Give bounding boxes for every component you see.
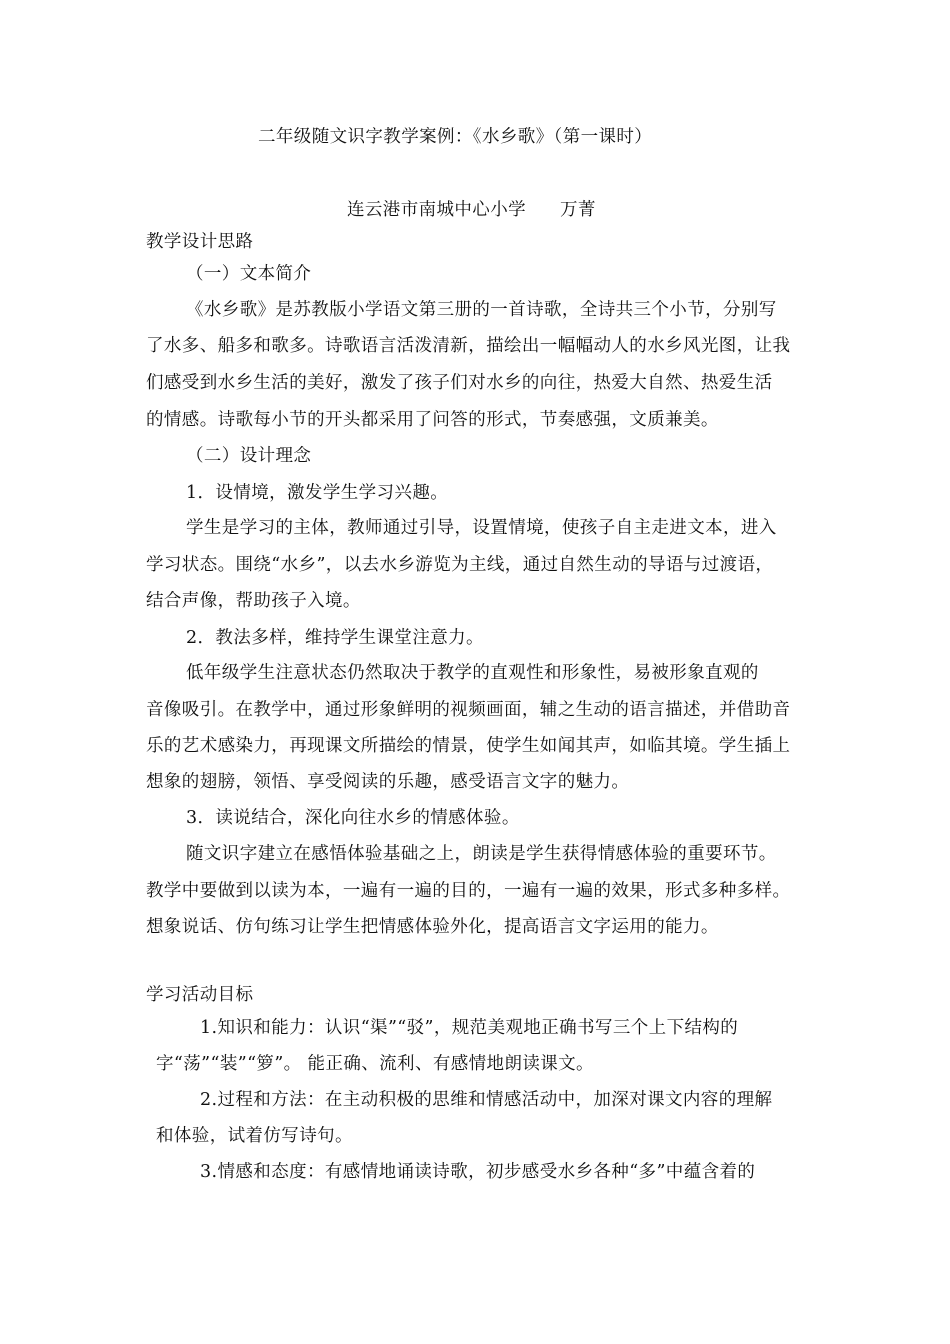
paragraph-line: 想象说话、仿句练习让学生把情感体验外化，提高语言文字运用的能力。 [146,917,719,937]
item-heading: 2．教法多样，维持学生课堂注意力。 [186,628,484,648]
school-name: 连云港市南城中心小学 [347,200,526,220]
item-heading: 3．读说结合，深化向往水乡的情感体验。 [186,808,520,828]
paragraph-line: 乐的艺术感染力，再现课文所描绘的情景，使学生如闻其声，如临其境。学生插上 [146,736,791,756]
goal-line: 和体验，试着仿写诗句。 [156,1126,353,1146]
document-title: 二年级随文识字教学案例：《水乡歌》（第一课时） [258,127,653,147]
paragraph-line: 音像吸引。在教学中，通过形象鲜明的视频画面，辅之生动的语言描述，并借助音 [146,700,791,720]
goal-line: 3.情感和态度：有感情地诵读诗歌，初步感受水乡各种“多”中蕴含着的 [200,1162,756,1182]
paragraph-line: 想象的翅膀，领悟、享受阅读的乐趣，感受语言文字的魅力。 [146,772,630,792]
subsection-heading-concept: （二）设计理念 [186,446,312,466]
paragraph-line: 了水多、船多和歌多。诗歌语言活泼清新，描绘出一幅幅动人的水乡风光图，让我 [146,336,791,356]
paragraph-line: 学生是学习的主体，教师通过引导，设置情境，使孩子自主走进文本，进入 [186,518,777,538]
paragraph-line: 结合声像，帮助孩子入境。 [146,591,361,611]
goal-line: 字“荡”“装”“箩”。 能正确、流利、有感情地朗读课文。 [156,1054,594,1074]
paragraph-line: 《水乡歌》是苏教版小学语文第三册的一首诗歌，全诗共三个小节，分别写 [186,300,777,320]
author-line [347,198,596,222]
section-heading-goals: 学习活动目标 [146,985,254,1005]
paragraph-line: 的情感。诗歌每小节的开头都采用了问答的形式，节奏感强，文质兼美。 [146,410,719,430]
paragraph-line: 教学中要做到以读为本，一遍有一遍的目的，一遍有一遍的效果，形式多种多样。 [146,881,791,901]
goal-line: 2.过程和方法：在主动积极的思维和情感活动中，加深对课文内容的理解 [200,1090,773,1110]
subsection-heading-text-intro: （一）文本简介 [186,264,312,284]
goal-line: 1.知识和能力：认识“渠”“驳”，规范美观地正确书写三个上下结构的 [200,1018,739,1038]
paragraph-line: 学习状态。围绕“水乡”，以去水乡游览为主线，通过自然生动的导语与过渡语， [146,555,774,575]
section-heading-design: 教学设计思路 [146,232,254,252]
item-heading: 1．设情境，激发学生学习兴趣。 [186,483,449,503]
paragraph-line: 们感受到水乡生活的美好，激发了孩子们对水乡的向往，热爱大自然、热爱生活 [146,373,773,393]
author-name: 万菁 [560,200,596,220]
paragraph-line: 随文识字建立在感悟体验基础之上，朗读是学生获得情感体验的重要环节。 [186,844,777,864]
paragraph-line: 低年级学生注意状态仍然取决于教学的直观性和形象性，易被形象直观的 [186,663,759,683]
